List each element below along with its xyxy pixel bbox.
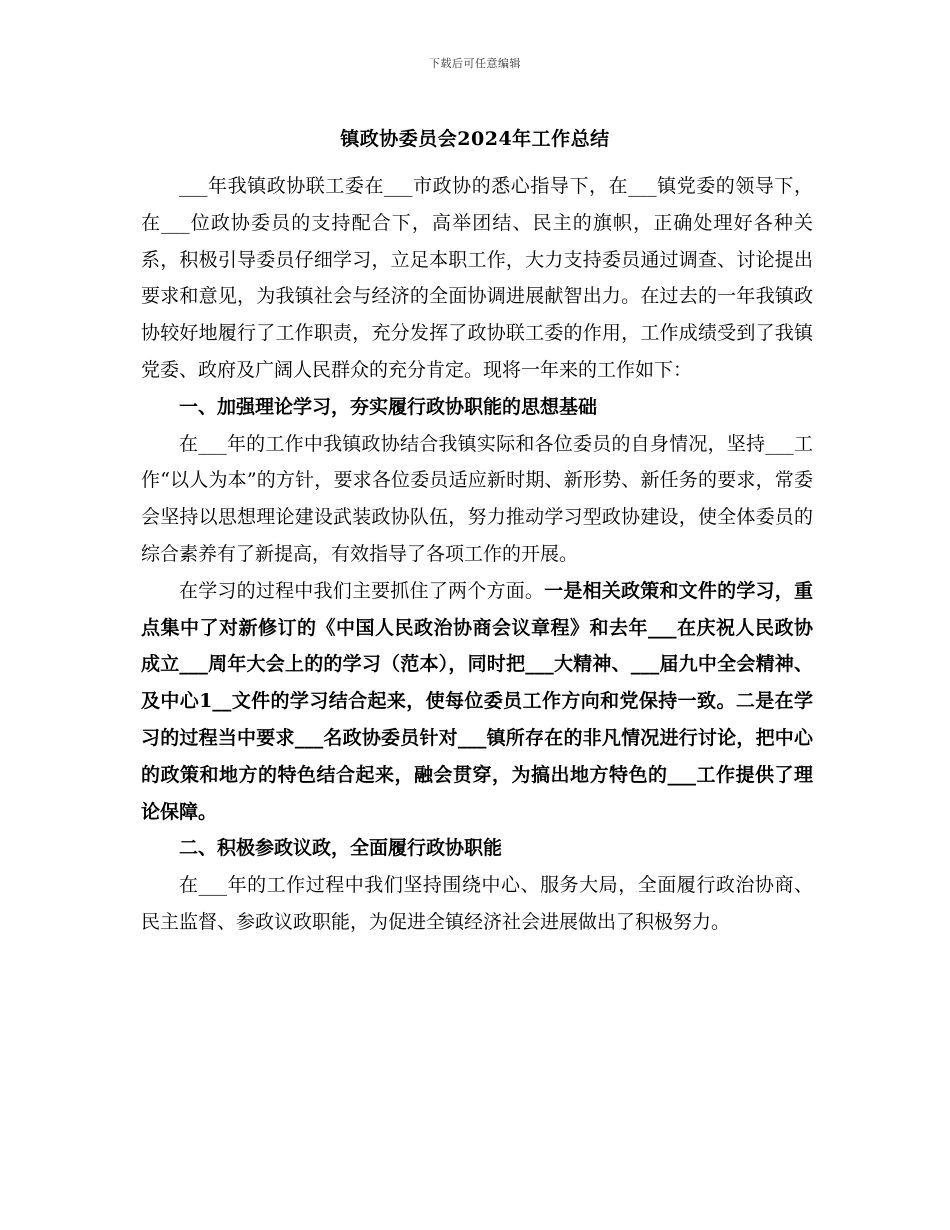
section-1-paragraph-2-bold: 一是相关政策和文件的学习，重点集中了对新修订的《中国人民政治协商会议章程》和去年___在庆祝人民政协成立___周年大会上的的学习（范本），同时把___大精神、___届九中全会精神、及中心1__文件的学习结合起来，使每位委员工作方向和党保持一致。二是在学习的过程当中要求___名政协委员针对___镇所存在的非凡情况进行讨论，把中心的政策和地方的特色结合起来，融会贯穿，为搞出地方特色的___工作提供了理论保障。	[141, 579, 813, 823]
section-1-paragraph-1: 在___年的工作中我镇政协结合我镇实际和各位委员的自身情况，坚持___工作“以人为本”的方针，要求各位委员适应新时期、新形势、新任务的要求，常委会坚持以思想理论建设武装政协队伍，努力推动学习型政协建设，使全体委员的综合素养有了新提高，有效指导了各项工作的开展。	[141, 432, 813, 565]
intro-paragraph: ___年我镇政协联工委在___市政协的悉心指导下，在___镇党委的领导下，在___位政协委员的支持配合下，高举团结、民主的旗帜，正确处理好各种关系，积极引导委员仔细学习，立足本职工作，大力支持委员通过调查、讨论提出要求和意见，为我镇社会与经济的全面协调进展献智出力。在过去的一年我镇政协较好地履行了工作职责，充分发挥了政协联工委的作用，工作成绩受到了我镇党委、政府及广阔人民群众的充分肯定。现将一年来的工作如下：	[141, 175, 813, 381]
page-header-note: 下载后可任意编辑	[429, 57, 521, 70]
document-body	[141, 168, 813, 941]
section-1-heading: 一、加强理论学习，夯实履行政协职能的思想基础	[179, 395, 598, 418]
section-2-heading: 二、积极参政议政，全面履行政协职能	[179, 837, 503, 860]
section-2-paragraph-1: 在___年的工作过程中我们坚持围绕中心、服务大局，全面履行政治协商、民主监督、参政议政职能，为促进全镇经济社会进展做出了积极努力。	[141, 874, 813, 933]
section-1-paragraph-2	[141, 573, 813, 831]
document-title: 镇政协委员会2024年工作总结	[340, 128, 610, 150]
section-1-paragraph-2-lead: 在学习的过程中我们主要抓住了两个方面。	[179, 579, 545, 602]
